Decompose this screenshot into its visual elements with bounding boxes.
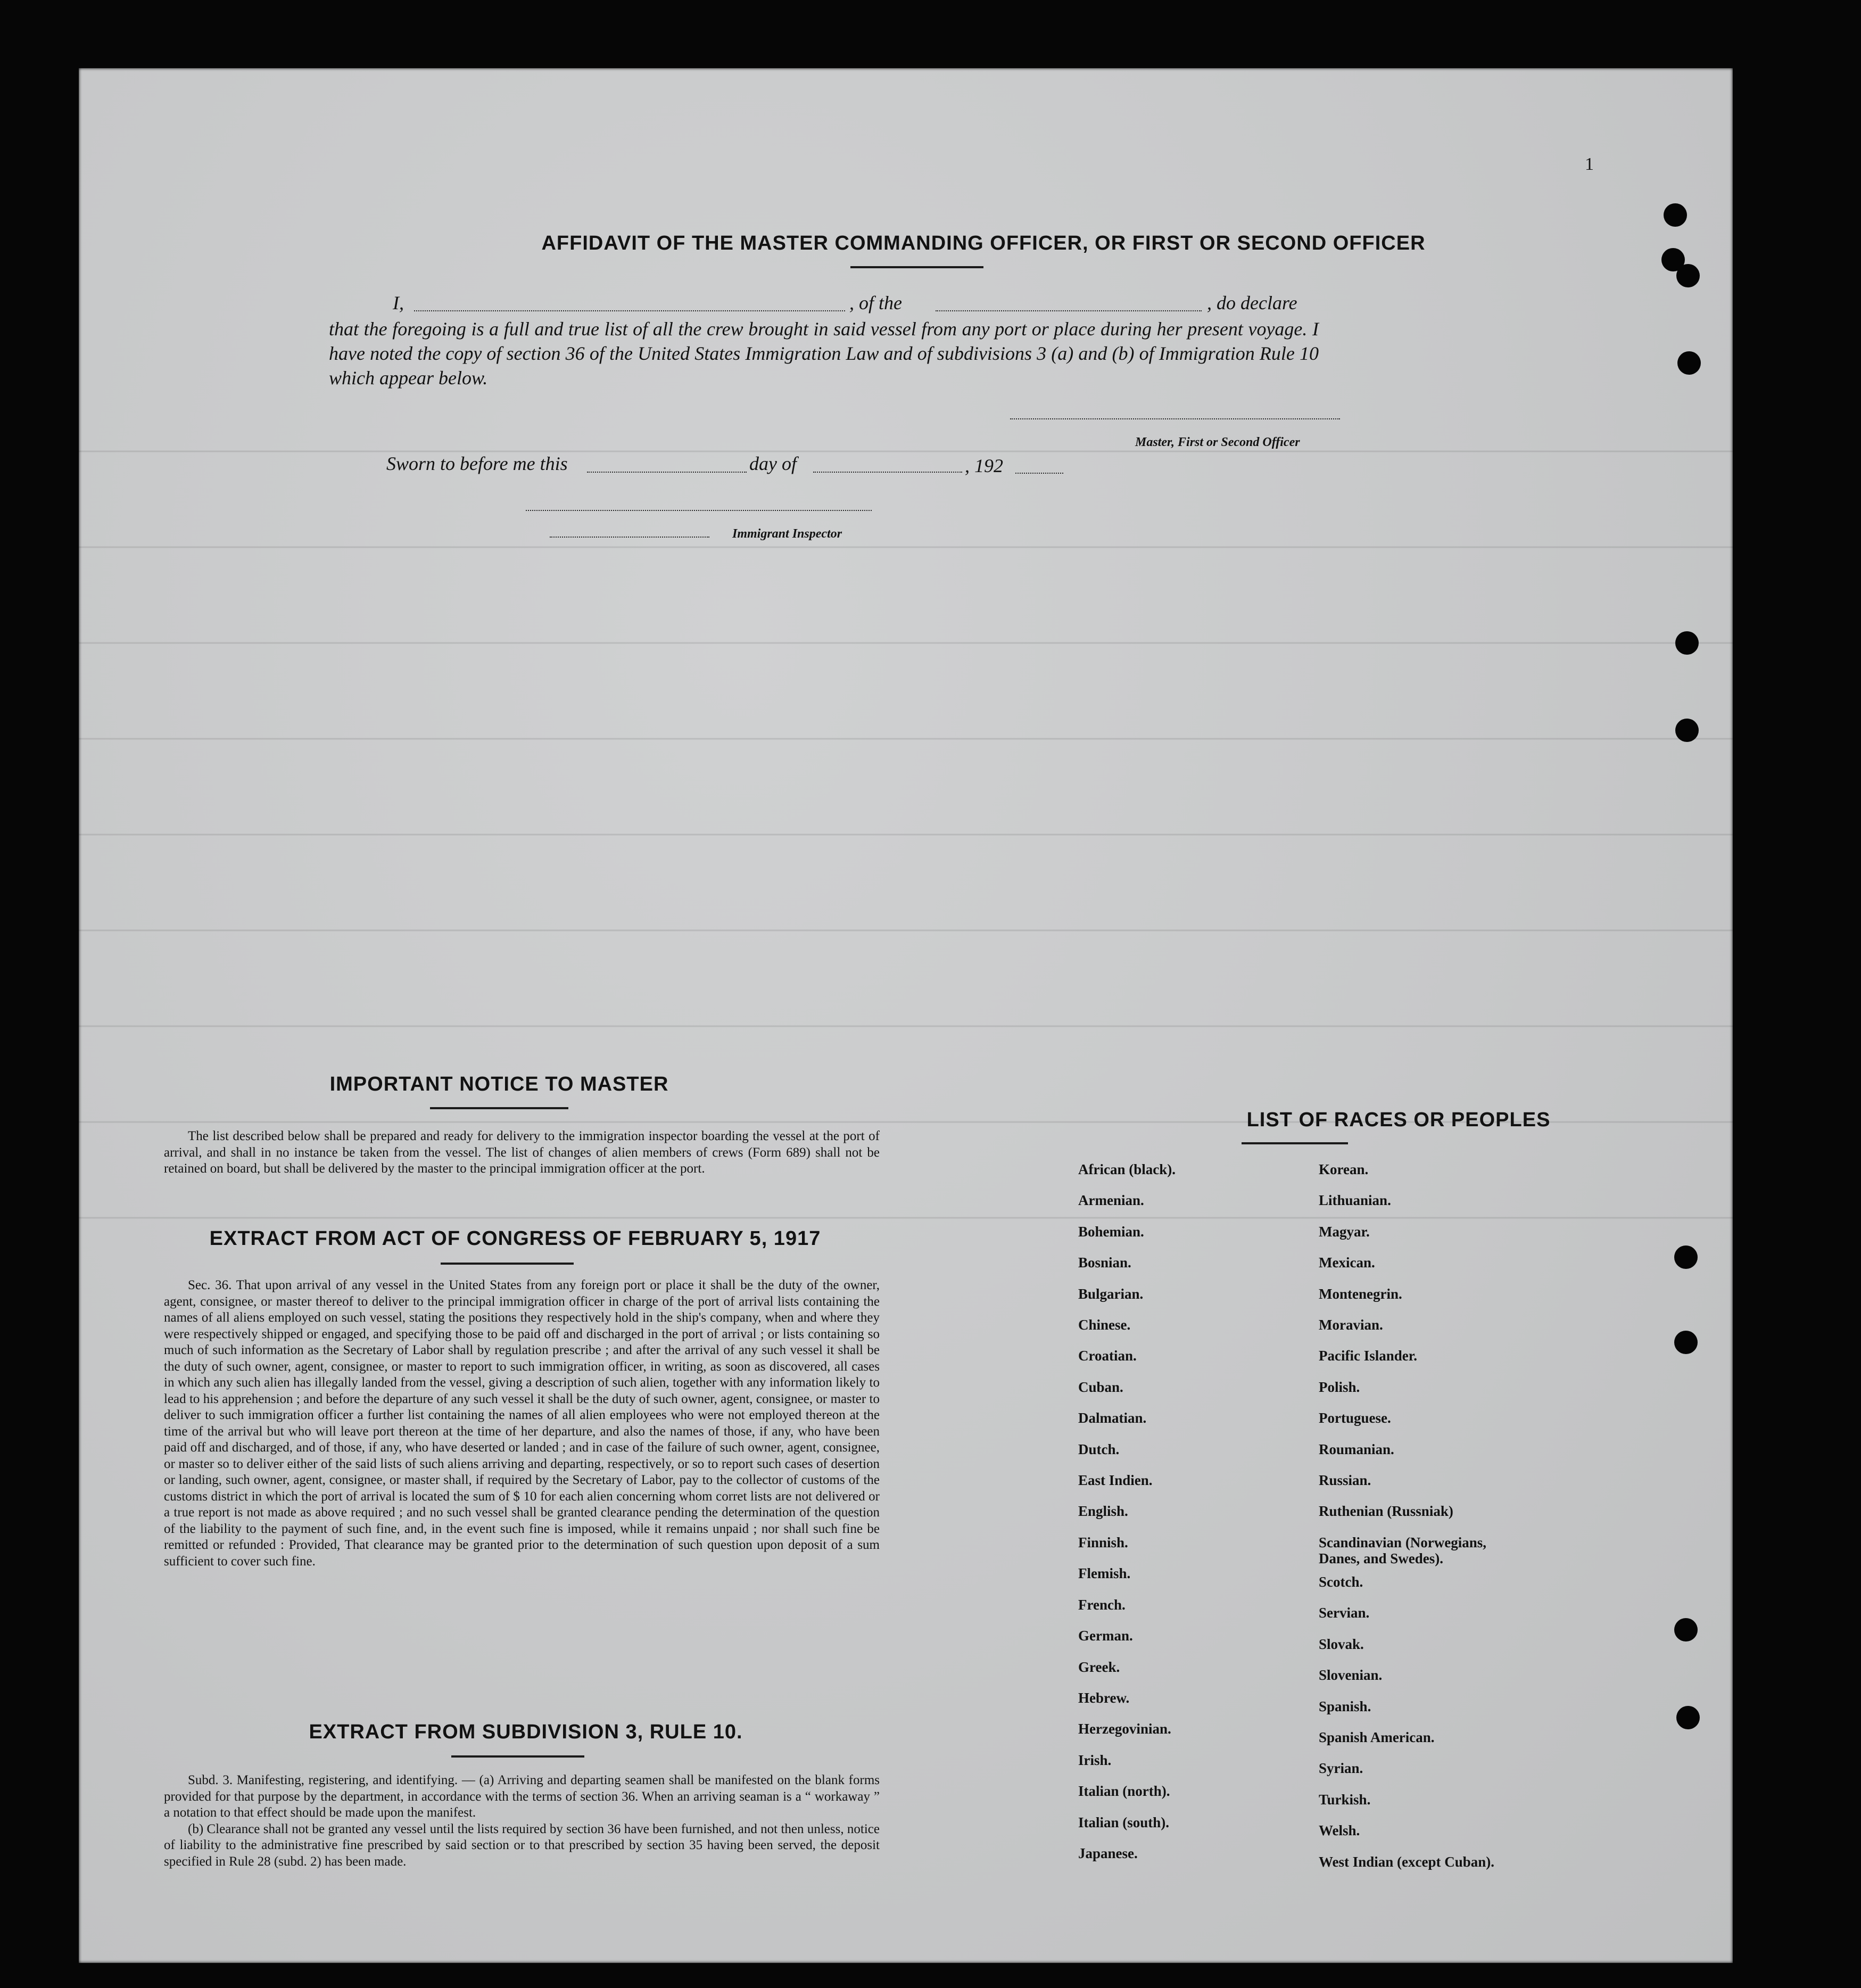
race-item: Irish. bbox=[1078, 1752, 1112, 1768]
race-item: German. bbox=[1078, 1628, 1133, 1644]
race-item: Croatian. bbox=[1078, 1348, 1137, 1364]
race-item: Bulgarian. bbox=[1078, 1285, 1144, 1302]
race-item: Slovak. bbox=[1319, 1636, 1364, 1652]
act-underline bbox=[441, 1263, 574, 1265]
sworn-year-blank bbox=[1015, 473, 1063, 474]
race-item: Korean. bbox=[1319, 1161, 1369, 1177]
rule-underline bbox=[451, 1755, 584, 1758]
races-column-1 bbox=[1078, 1154, 1176, 1869]
race-item: Welsh. bbox=[1319, 1822, 1360, 1839]
race-item: Cuban. bbox=[1078, 1379, 1123, 1395]
race-item: Ruthenian (Russniak) bbox=[1319, 1503, 1453, 1520]
race-item: Italian (north). bbox=[1078, 1783, 1170, 1800]
act-title: EXTRACT FROM ACT OF CONGRESS OF FEBRUARY 5, 1917 bbox=[209, 1227, 821, 1250]
race-item: Finnish. bbox=[1078, 1534, 1128, 1550]
race-item: English. bbox=[1078, 1503, 1128, 1520]
race-item: Turkish. bbox=[1319, 1791, 1371, 1808]
notice-paragraph: The list described below shall be prepared and ready for delivery to the immigration inspector boarding the vessel at the port of arrival, and shall in no instance be taken from the vessel. The list of changes of alien members of crews (Form 689) shall not be retained on board, but shall be delivered by the master to the principal immigration officer at the port. bbox=[164, 1129, 880, 1176]
race-item: Polish. bbox=[1319, 1379, 1360, 1395]
sworn-day-blank bbox=[587, 472, 747, 473]
race-item: Bohemian. bbox=[1078, 1223, 1144, 1240]
race-item: Syrian. bbox=[1319, 1760, 1363, 1777]
race-item: Dalmatian. bbox=[1078, 1410, 1147, 1426]
race-item: Armenian. bbox=[1078, 1192, 1144, 1209]
race-item: Roumanian. bbox=[1319, 1441, 1394, 1457]
race-item: Spanish American. bbox=[1319, 1729, 1435, 1745]
race-item: Magyar. bbox=[1319, 1223, 1370, 1240]
race-item: Pacific Islander. bbox=[1319, 1348, 1417, 1364]
notice-underline bbox=[430, 1107, 568, 1109]
act-text bbox=[164, 1277, 880, 1570]
affidavit-of-the-label: , of the bbox=[849, 292, 902, 314]
races-underline bbox=[1242, 1142, 1348, 1144]
race-item: West Indian (except Cuban). bbox=[1319, 1853, 1495, 1870]
punch-hole bbox=[1676, 264, 1700, 287]
punch-hole bbox=[1674, 1245, 1698, 1269]
punch-hole bbox=[1675, 719, 1699, 742]
race-item: Servian. bbox=[1319, 1605, 1370, 1621]
race-item: Portuguese. bbox=[1319, 1410, 1391, 1426]
race-item: Herzegovinian. bbox=[1078, 1721, 1171, 1737]
sworn-day-label: day of bbox=[749, 453, 797, 474]
document-page bbox=[79, 68, 1733, 1963]
race-item: Japanese. bbox=[1078, 1845, 1138, 1861]
race-item: Scotch. bbox=[1319, 1573, 1363, 1590]
race-item: Montenegrin. bbox=[1319, 1285, 1402, 1302]
punch-hole bbox=[1677, 351, 1701, 375]
inspector-signature-line bbox=[526, 510, 872, 511]
race-item: Bosnian. bbox=[1078, 1255, 1131, 1271]
affidavit-body: that the foregoing is a full and true list of all the crew brought in said vessel from any port or place during her present voyage. I have noted the copy of section 36 of the United States Immigration Law and of subdivisions 3 (a) and (b) of Immigration Rule 10 which appear below. bbox=[329, 318, 1319, 389]
affidavit-do-declare-label: , do declare bbox=[1207, 292, 1297, 314]
title-underline bbox=[850, 266, 983, 268]
race-item: Dutch. bbox=[1078, 1441, 1120, 1457]
page-mark: 1 bbox=[1585, 154, 1594, 174]
master-signature-line bbox=[1010, 418, 1340, 419]
race-item: Hebrew. bbox=[1078, 1689, 1130, 1706]
punch-hole bbox=[1664, 203, 1687, 227]
race-item: Italian (south). bbox=[1078, 1814, 1170, 1830]
inspector-label: Immigrant Inspector bbox=[732, 527, 842, 541]
race-item: French. bbox=[1078, 1596, 1126, 1613]
punch-hole bbox=[1674, 1331, 1698, 1354]
rule-text bbox=[164, 1772, 880, 1870]
notice-text bbox=[164, 1128, 880, 1177]
race-item: Lithuanian. bbox=[1319, 1192, 1391, 1209]
race-item: Chinese. bbox=[1078, 1317, 1131, 1333]
races-title: LIST OF RACES OR PEOPLES bbox=[1246, 1109, 1551, 1131]
race-item: Moravian. bbox=[1319, 1317, 1383, 1333]
race-item: Scandinavian (Norwegians, Danes, and Swedes). bbox=[1319, 1534, 1487, 1566]
punch-hole bbox=[1675, 631, 1699, 655]
race-item: Spanish. bbox=[1319, 1698, 1371, 1714]
punch-hole bbox=[1674, 1618, 1698, 1641]
race-item: Mexican. bbox=[1319, 1255, 1375, 1271]
name-blank bbox=[414, 310, 845, 311]
punch-hole bbox=[1676, 1706, 1700, 1729]
master-signature-label: Master, First or Second Officer bbox=[1135, 435, 1300, 449]
notice-title: IMPORTANT NOTICE TO MASTER bbox=[329, 1073, 669, 1095]
race-item: East Indien. bbox=[1078, 1472, 1153, 1489]
race-item: African (black). bbox=[1078, 1161, 1176, 1177]
sworn-prefix: Sworn to before me this bbox=[386, 453, 568, 474]
race-item: Flemish. bbox=[1078, 1565, 1131, 1582]
sworn-year-label: , 192 bbox=[965, 455, 1003, 476]
vessel-blank bbox=[936, 310, 1202, 311]
race-item: Slovenian. bbox=[1319, 1667, 1383, 1684]
races-column-2 bbox=[1319, 1154, 1510, 1877]
race-item: Russian. bbox=[1319, 1472, 1371, 1489]
rule-paragraph-a: Subd. 3. Manifesting, registering, and identifying. — (a) Arriving and departing seamen shall be manifested on the blank forms provided for that purpose by the department, in accordance with the terms of section 36. When an arriving seaman is a “ workaway ” a notation to that effect should be made upon the manifest. bbox=[164, 1773, 880, 1820]
affidavit-title: AFFIDAVIT OF THE MASTER COMMANDING OFFICER, OR FIRST OR SECOND OFFICER bbox=[541, 232, 1426, 254]
sworn-month-blank bbox=[813, 472, 962, 473]
rule-title: EXTRACT FROM SUBDIVISION 3, RULE 10. bbox=[309, 1721, 743, 1743]
rule-paragraph-b: (b) Clearance shall not be granted any vessel until the lists required by section 36 have been furnished, and not then unless, notice of liability to the administrative fine prescribed by said section or to that prescribed by section 35 having been served, the deposit specified in Rule 28 (subd. 2) has been made. bbox=[164, 1821, 880, 1869]
inspector-prefix-line bbox=[550, 537, 709, 538]
act-paragraph: Sec. 36. That upon arrival of any vessel in the United States from any foreign port or place it shall be the duty of the owner, agent, consignee, or master thereof to deliver to the principal immigration officer in charge of the port of arrival lists containing the names of all aliens employed on such vessel, stating the positions they respectively hold in the ship's company, when and where they were respectively shipped or engaged, and specifying those to be paid off and discharged in the port of arrival ; or lists containing so much of such information as the Secretary of Labor shall by regulation prescribe ; and after the arrival of any such vessel it shall be the duty of such owner, agent, consignee, or master to report to such immigration officer, in writing, as soon as discovered, all cases in which any such alien has illegally landed from the vessel, giving a description of such alien, together with any information likely to lead to his apprehension ; and before the departure of any such vessel it shall be the duty of such owner, agent, consignee, or master to deliver to such immigration officer a further list containing the names of all alien employees who were not employed thereon at the time of the arrival but who will leave port thereon at the time of her departure, and also the names of those, if any, who have been paid off and discharged, and of those, if any, who have deserted or landed ; and in case of the failure of such owner, agent, consignee, or master so to deliver either of the said lists of such aliens arriving and departing, respectively, or so to report such cases of desertion or landing, such owner, agent, consignee, or master shall, if required by the Secretary of Labor, pay to the collector of customs of the customs district in which the port of arrival is located the sum of $ 10 for each alien concerning whom corret lists are not delivered or a true report is not made as above required ; and no such vessel shall be granted clearance pending the determination of the question of the liability to the payment of such fine, and, in the event such fine is imposed, while it remains unpaid ; nor shall such fine be remitted or refunded : Provided, That clearance may be granted prior to the determination of such question upon deposit of a sum sufficient to cover such fine. bbox=[164, 1278, 880, 1569]
race-item: Greek. bbox=[1078, 1659, 1120, 1675]
affidavit-i-label: I, bbox=[393, 292, 404, 314]
